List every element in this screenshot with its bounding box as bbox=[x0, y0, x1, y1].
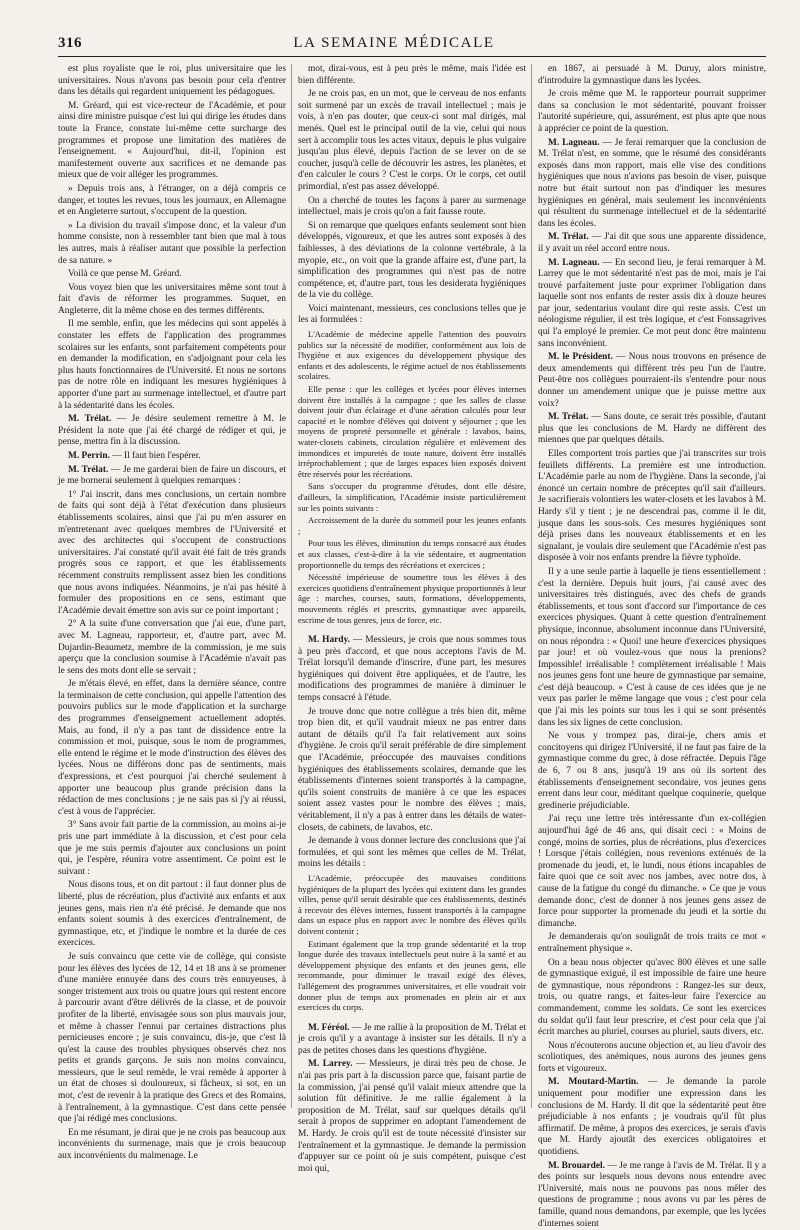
body-paragraph bbox=[298, 304, 526, 327]
text-column-left bbox=[58, 64, 286, 1162]
paragraph-text: en 1867, ai persuadé à M. Duruy, alors ministre, d'introduire la gymnastique dans les lycées. bbox=[538, 64, 766, 86]
speaker-name: M. Brouardel. bbox=[548, 1160, 605, 1171]
paragraph-text: J'ai reçu une lettre très intéressante d'un ex-collégien aujourd'hui âgé de 46 ans, qui disait ceci : « Moins de congé, moins de sorties, plus de récréations, plus d'exercices ! Lorsque j'étais collégien, nous revenions exténués de la promenade du jeudi, et, le lundi, nous étions incapables de faire quoi que ce soit avec nos jambes, avec notre dos, à cause de la fatigue du congé du dimanche. » Ce que je vous demande donc, c'est de donner à nos jeunes gens assez de force pour supporter la promenade du jeudi et la sortie du dimanche. bbox=[538, 814, 766, 929]
body-paragraph bbox=[58, 619, 286, 677]
paragraph-text: Il y a une seule partie à laquelle je tiens essentiellement : c'est la dernière. Depuis huit jours, j'ai causé avec des universitaires très distingués, avec des chefs de grands établissements, et tous sont d'accord sur l'importance de ces exercices physiques. Quant à cette question d'entraînement physique, inconnue, absolument inconnue dans l'Université, on nous répondra : « Quoi! une heure d'exercices physiques par jour! et où voulez-vous que nous la prenions? Impossible! irréalisable ! complètement irréalisable ! Mais nos jeunes gens font une heure de gymnastique par semaine, c'est déjà beaucoup. » C'est à cause de ces idées que je ne veux pas parler le même langage que vous ; c'est pour cela que j'ai mis les points sur tous les i qui se sont présentés dans les six lignes de cette conclusion. bbox=[538, 566, 766, 728]
journal-title: LA SEMAINE MÉDICALE bbox=[293, 35, 495, 51]
body-paragraph bbox=[298, 635, 526, 705]
body-paragraph bbox=[538, 64, 766, 87]
body-paragraph bbox=[538, 814, 766, 930]
quoted-conclusion-paragraph bbox=[298, 538, 526, 570]
body-paragraph bbox=[58, 880, 286, 950]
body-paragraph bbox=[538, 89, 766, 135]
paragraph-text: » Depuis trois ans, à l'étranger, on a déjà compris ce danger, et toutes les revues, tous les journaux, en Allemagne et en Angleterre surtout, s'occupent de la question. bbox=[58, 183, 286, 218]
body-paragraph bbox=[58, 451, 286, 463]
paragraph-text: — Je me garderai bien de faire un discours, et je me bornerai seulement à quelques remarques : bbox=[58, 464, 286, 487]
paragraph-text: En me résumant, je dirai que je ne crois pas beaucoup aux inconvénients du surmenage, mais que je crois beaucoup aux inconvénients du malmenage. Le bbox=[58, 1127, 286, 1162]
body-paragraph bbox=[58, 221, 286, 267]
paragraph-text: — Je désire seulement remettre à M. le Président la note que j'ai été chargé de rédiger et qui, je pense, mettra fin à la discussion. bbox=[58, 414, 286, 448]
paragraph-text: Accroissement de la durée du sommeil pour les jeunes enfants ; bbox=[298, 515, 526, 536]
paragraph-text: — Messieurs, je dirai très peu de chose. Je n'ai pas pris part à la discussion parce que, faisant partie de la commission, j'ai pensé qu'il valait mieux attendre que la solution fût définitive. Je me rallie également à la proposition de M. Trélat, sauf sur quelques détails qu'il serait à propos de supprimer en adoptant l'amendement de M. Hardy. Je crois qu'il est de toute nécessité d'insister sur l'entraînement et la gymnastique. Je demande la permission d'appuyer sur ce point où je suis compétent, puisque c'est moi qui, bbox=[298, 1059, 526, 1174]
paragraph-text: Voilà ce que pense M. Gréard. bbox=[68, 269, 182, 280]
paragraph-text: mot, dirai-vous, est à peu près le même, mais l'idée est bien différente. bbox=[298, 64, 526, 86]
body-paragraph bbox=[538, 449, 766, 565]
section-spacer bbox=[298, 627, 526, 635]
speaker-name: M. Lagneau. bbox=[548, 257, 600, 268]
speaker-name: M. Perrin. bbox=[68, 451, 110, 461]
text-column-middle bbox=[298, 64, 526, 1174]
paragraph-text: — Nous nous trouvons en présence de deux amendements qui diffèrent très peu l'un de l'autre. Peut-être nos collègues pourraient-ils s'entendre pour nous donner un amendement unique que je puisse mettre aux voix? bbox=[538, 352, 766, 409]
body-paragraph bbox=[58, 679, 286, 818]
paragraph-text: Si on remarque que quelques enfants seulement sont bien développés, vigoureux, et que les autres sont exposés à des faiblesses, à des déviations de la colonne vertébrale, à la myopie, etc., on voit que la grande affaire est, d'une part, la simplification des programmes qui n'est pas de notre compétence, et, d'autre part, tous les desiderata hygiéniques de la vie du collège. bbox=[298, 220, 526, 301]
page-number: 316 bbox=[58, 35, 82, 51]
body-paragraph bbox=[298, 1059, 526, 1175]
paragraph-text: — Sans doute, ce serait très possible, d'autant plus que les conclusions de M. Hardy ne diffèrent des miennes que par quelques détails. bbox=[538, 412, 766, 446]
paragraph-text: — Je me range à l'avis de M. Trélat. Il y a des points sur lesquels nous devons nous entendre avec l'Université, mais nous ne pouvons pas nous mêler des questions de programme ; nous avons vu par les pères de famille, quand nous demandons, par exemple, que les lycées d'internes soient bbox=[538, 1160, 766, 1229]
speaker-name: M. Lagneau. bbox=[548, 137, 600, 148]
paragraph-text: 3° Sans avoir fait partie de la commission, au moins ai-je pris une part immédiate à la discussion, et c'est pour cela que je me suis permis d'ajouter aux conclusions un point qui, je l'espère, réunira votre assentiment. Ce point est le suivant : bbox=[58, 820, 286, 877]
paragraph-text: Je demanderais qu'on soulignât de trois traits ce mot « entraînement physique ». bbox=[538, 932, 766, 954]
quoted-conclusion-paragraph bbox=[298, 572, 526, 625]
paragraph-text: On a beau nous objecter qu'avec 800 élèves et une salle de gymnastique exiguë, il est impossible de faire une heure de gymnastique, nous répondrons : Rangez-les sur deux, trois, ou quatre rangs, et faites-leur faire l'exercice au commandement, comme les soldats. Ce sont les exercices du soldat qu'il faut leur prescrire, et c'est pour cela que j'ai écrit marches au pluriel, courses au pluriel, sauts divers, etc. bbox=[538, 957, 766, 1038]
paragraph-text: L'Académie, préoccupée des mauvaises conditions hygiéniques de la plupart des lycées qui existent dans les grandes villes, pense qu'il serait désirable que ces établissements, destinés à recevoir des élèves internes, fussent transportés à la campagne dans un espace plus en rapport avec le nombre des élèves qu'ils doivent contenir ; bbox=[298, 872, 526, 936]
paragraph-text: Je m'étais élevé, en effet, dans la dernière séance, contre la terminaison de cette conclusion, qui appelle l'attention des pouvoirs publics sur le mode d'application et la surcharge des programmes d'enseignement actuellement adoptés. Mais, au fond, il n'y a pas tant de dissidence entre la commission et moi, puisque, sous le nom de programmes, elle entend le régime et le mode d'instruction des élèves des lycées. Nous ne différons donc pas de sentiments, mais d'expressions, et c'est pourquoi j'ai cherché seulement à apporter une beaucoup plus grande précision dans la rédaction de mes conclusions ; je ne sais pas si j'y ai réussi, c'est à vous de l'apprécier. bbox=[58, 679, 286, 817]
section-spacer bbox=[298, 1015, 526, 1023]
quoted-conclusion-paragraph bbox=[298, 329, 526, 382]
running-header bbox=[58, 22, 766, 57]
paragraph-text: Vous voyez bien que les universitaires même sont tout à fait d'avis de réformer les programmes. Suquet, en Angleterre, dit la même chose en des termes différents. bbox=[58, 282, 286, 316]
paragraph-text: Estimant également que la trop grande sédentarité et la trop longue durée des travaux intellectuels peut nuire à la santé et au développement physique des enfants et des jeunes gens, elle recommande, pour diminuer le travail exigé des élèves, l'allégement des programmes universitaires, et elle voudrait voir donner plus de temps aux promenades en plein air et aux exercices du corps. bbox=[298, 938, 526, 1013]
quoted-conclusion-paragraph bbox=[298, 873, 526, 937]
paragraph-text: — Messieurs, je crois que nous sommes tous à peu près d'accord, et que nous acceptons l'avis de M. Trélat lorsqu'il demande d'inscrire, d'une part, les mesures hygiéniques qui doivent être appliquées, et de l'autre, les modifications des programmes de manière à diminuer le temps consacré à l'étude. bbox=[298, 635, 526, 704]
paragraph-text: » La division du travail s'impose donc, et la valeur d'un homme consiste, non à ressembler tant bien que mal à tous les autres, mais à réaliser autant que possible la perfection de sa nature. » bbox=[58, 220, 286, 266]
body-paragraph bbox=[58, 952, 286, 1126]
quoted-conclusion-paragraph bbox=[298, 939, 526, 1013]
paragraph-text: Elles comportent trois parties que j'ai transcrites sur trois feuillets différents. La première est une introduction. L'Académie parle au nom de l'hygiène. Dans la seconde, j'ai énoncé un certain nombre de préceptes qu'il sait d'ailleurs. Je sacrifierais volontiers les water-closets et les lavabos à M. Hardy s'il y tient ; je ne descendrai pas, comme il le dit, jusque dans les sous-sols. Ces mesures hygiéniques sont déjà prises dans les nouveaux établissements et en les signalant, je voulais dire seulement que l'Académie n'est pas disposée à voir nos enfants prendre la fièvre typhoïde. bbox=[538, 449, 766, 564]
body-paragraph bbox=[58, 1128, 286, 1163]
quoted-conclusion-paragraph bbox=[298, 515, 526, 536]
body-paragraph bbox=[298, 707, 526, 835]
paragraph-text: 1° J'ai inscrit, dans mes conclusions, un certain nombre de faits qui sont déjà à l'état d'exécution dans plusieurs établissements scolaires, ainsi que j'ai pu m'en assurer en m'entretenant avec quelques membres de l'Université et avec des architectes qui s'occupent de constructions universitaires. J'ai constaté qu'il avait été fait de très grands progrès sous ce rapport, et que les établissements récemment construits remplissent assez bien les conditions que nous avons indiquées. Néanmoins, je n'ai pas hésité à formuler des propositions en ce sens, estimant que l'Académie devait émettre son avis sur ce point important ; bbox=[58, 489, 286, 616]
paragraph-text: Nous disons tous, et on dit partout : il faut donner plus de liberté, plus de récréation, plus d'activité aux enfants et aux jeunes gens, mais rien n'a été précisé. Je demande que nos enfants soient soumis à des exercices d'entraînement, de gymnastique, etc, et j'indique le nombre et la durée de ces exercices. bbox=[58, 880, 286, 949]
paragraph-text: — Il faut bien l'espérer. bbox=[109, 451, 201, 461]
body-paragraph bbox=[538, 1041, 766, 1076]
paragraph-text: Nécessité impérieuse de soumettre tous les élèves à des exercices quotidiens d'entraînement physique proportionnés à leur âge : marches, courses, sauts, formations, développements, mouvements réglés et prescrits, gymnastique avec appareils, escrime de tous genres, jeux de force, etc. bbox=[298, 572, 526, 625]
body-paragraph bbox=[538, 1077, 766, 1158]
body-paragraph bbox=[538, 567, 766, 729]
speaker-name: M. Larrey. bbox=[308, 1059, 353, 1070]
paragraph-text: — Je me rallie à la proposition de M. Trélat et je crois qu'il y a avantage à insister sur les détails. Il n'y a pas de petites choses dans les questions d'hygiène. bbox=[298, 1022, 526, 1056]
body-paragraph bbox=[538, 731, 766, 812]
paragraph-text: Ne vous y trompez pas, dirai-je, chers amis et concitoyens qui dirigez l'Université, il ne faut pas faire de la gymnastique comme du grec, à dose réfractée. Depuis l'âge de 6, 7 ou 8 ans, jusqu'à 19 ans où ils sortent des établissements d'enseignement secondaire, vos jeunes gens errent dans leur cour, méditant quelque coquinerie, quelque gredinerie préjudiciable. bbox=[538, 731, 766, 811]
paragraph-text: — J'ai dit que sous une apparente dissidence, il y avait un réel accord entre nous. bbox=[538, 232, 766, 254]
body-paragraph bbox=[538, 412, 766, 447]
body-paragraph bbox=[298, 196, 526, 219]
paragraph-text: Je trouve donc que notre collègue a très bien dit, même trop bien dit, et qu'il vaudrait mieux ne pas entrer dans autant de détails qu'il l'a fait relativement aux soins d'hygiène. Je crois qu'il serait préférable de dire simplement que l'Académie, préoccupée des mauvaises conditions hygiéniques des établissements scolaires, demande que les établissements d'internes soient transportés à la campagne, qu'ils soient construits de manière à ce que les espaces soient assez vastes pour le nombre des élèves ; mais, véritablement, il n'y a pas à entrer dans les détails de water-closets, de cabinets, de lavabos, etc. bbox=[298, 706, 526, 833]
body-paragraph bbox=[58, 269, 286, 281]
speaker-name: M. Trélat. bbox=[548, 232, 589, 243]
body-paragraph bbox=[58, 184, 286, 219]
paragraph-text: M. Gréard, qui est vice-recteur de l'Académie, et pour ainsi dire ministre puisque c'est lui qui dirige les études dans toute la France, constate lui-même cette surcharge des programmes et propose une limitation des matières de l'enseignement. « Aujourd'hui, dit-il, l'opinion est manifestement ouverte aux sacrifices et ne demande pas mieux que de voir alléger les programmes. bbox=[58, 100, 286, 181]
body-paragraph bbox=[58, 283, 286, 318]
body-paragraph bbox=[298, 64, 526, 87]
body-paragraph bbox=[58, 414, 286, 449]
body-paragraph bbox=[58, 465, 286, 488]
paragraph-text: L'Académie de médecine appelle l'attention des pouvoirs publics sur la nécessité de modifier, conformément aux lois de l'hygiène et aux exigences du développement physique des enfants et des adolescents, le régime actuel de nos établissements scolaires. bbox=[298, 329, 526, 382]
paragraph-text: On a cherché de toutes les façons à parer au surmenage intellectuel, mais je crois qu'on a fait fausse route. bbox=[298, 195, 526, 218]
speaker-name: M. Trélat. bbox=[548, 412, 589, 423]
paragraph-text: Nous n'écouterons aucune objection et, au lieu d'avoir des scoliotiques, des anémiques, nous aurons des jeunes gens forts et vigoureux. bbox=[538, 1040, 766, 1074]
body-paragraph bbox=[58, 490, 286, 618]
paragraph-text: Sans s'occuper du programme d'études, dont elle désire, d'ailleurs, la simplification, l'Académie insiste particulièrement sur les points suivants : bbox=[298, 481, 526, 513]
speaker-name: M. Trélat. bbox=[68, 414, 112, 425]
speaker-name: M. le Président. bbox=[548, 352, 613, 363]
paragraph-text: Je suis convaincu que cette vie de collège, qui consiste pour les élèves des lycées de 12, 14 et 18 ans à se promener d'une manière ennuyée dans des cours très ennuyeuses, à songer tristement aux trois ou quatre jours qui restent encore à parcourir avant d'être délivrés de la classe, et de pouvoir profiter de la liberté, envisagée sous son plus mauvais jour, et même à chasser l'ennui par certaines distractions plus pernicieuses encore ; je suis convaincu, dis-je, que c'est là qu'est la cause des troubles physiques observés chez nos petits et grands garçons. Je suis non moins convaincu, messieurs, que le seul remède, le vrai remède à apporter à un état de choses si douloureux, si fâcheux, si sot, en un mot, c'est de revenir à la pratique des Grecs et des Romains, à l'entraînement, à la gymnastique. C'est dans cette pensée que j'ai rédigé mes conclusions. bbox=[58, 951, 286, 1125]
body-paragraph bbox=[538, 258, 766, 351]
body-paragraph bbox=[58, 64, 286, 99]
paragraph-text: est plus royaliste que le roi, plus universitaire que les universitaires. Nous n'avons pas besoin pour cela d'entrer dans les détails qui regardent uniquement les pédagogues. bbox=[58, 64, 286, 98]
paragraph-text: 2° A la suite d'une conversation que j'ai eue, d'une part, avec M. Lagneau, rapporteur, et, d'autre part, avec M. Dujardin-Beaumetz, membre de la commission, je me suis aperçu que la conclusion soumise à l'Académie n'avait pas le sens des mots dont elle se servait ; bbox=[58, 619, 286, 676]
body-paragraph bbox=[538, 232, 766, 255]
text-column-right bbox=[538, 64, 767, 1229]
body-paragraph bbox=[538, 352, 766, 410]
body-paragraph bbox=[538, 138, 766, 231]
body-paragraph bbox=[58, 820, 286, 878]
body-paragraph bbox=[58, 319, 286, 412]
paragraph-text: — En second lieu, je ferai remarquer à M. Larrey que le mot sédentarité n'est pas de moi, mais je l'ai trouvé parfaitement juste pour exprimer l'obligation dans laquelle sont nos enfants de rester assis dix à douze heures par jour, sedentarius voulant dire qui reste assis. C'est un néologisme régulier, il est très logique, et c'est Fonssagrives qui l'a employé le premier. Ce mot peut donc être maintenu sans inconvénient. bbox=[538, 257, 766, 349]
paragraph-text: Elle pense : que les collèges et lycées pour élèves internes doivent être installés à la campagne ; que les salles de classe doivent jouir d'un éclairage et d'une aération calculés pour leur capacité et le nombre d'élèves qui doivent y séjourner ; que les moyens de propreté personnelle et générale : lavabos, bains, water-closets cabinets, circulation régulière et enlèvement des immondices et impuretés de toute nature, doivent être installés irréprochablement ; que de larges espaces bien exposés doivent être réservés pour les récréations. bbox=[298, 384, 526, 479]
body-paragraph bbox=[58, 101, 286, 182]
paragraph-text: Il me semble, enfin, que les médecins qui sont appelés à constater les effets de l'application des programmes scolaires sur les enfants, sont parfaitement compétents pour en demander la modification, en s'adjoignant pour cela les plus hauts fonctionnaires de l'Université. Et nous ne sortons pas de notre rôle en indiquant les mesures hygiéniques à apporter d'une part au surmenage intellectuel, et d'autre part à la sédentarité dans les écoles. bbox=[58, 319, 286, 411]
body-paragraph bbox=[538, 932, 766, 955]
body-paragraph bbox=[298, 89, 526, 193]
speaker-name: M. Féréol. bbox=[308, 1022, 350, 1033]
paragraph-text: Je crois même que M. le rapporteur pourrait supprimer dans sa conclusion le mot sédentarité, pouvant froisser l'autorité supérieure, qui, assurément, est plus apte que nous à apprécier ce point de la question. bbox=[538, 89, 766, 134]
paragraph-text: — Je ferai remarquer que la conclusion de M. Trélat n'est, en somme, que le résumé des considérants exposés dans mon rapport, mais elle vise des conditions hygiéniques que nous n'avions pas besoin de viser, puisque notre but était surtout non pas d'indiquer les mesures hygiéniques en général, mais seulement les inconvénients qui résultent du surmenage intellectuel et de la sédentarité dans les écoles. bbox=[538, 137, 766, 229]
paragraph-text: Je demande à vous donner lecture des conclusions que j'ai formulées, et qui sont les mêmes que celles de M. Trélat, moins les détails : bbox=[298, 836, 526, 870]
body-paragraph bbox=[538, 958, 766, 1039]
body-paragraph bbox=[298, 1023, 526, 1058]
paragraph-text: — Je demande la parole uniquement pour modifier une expression dans les conclusions de M. Hardy. Il dit que la sédentarité peut être préjudiciable à nos enfants ; je voudrais qu'il fût plus affirmatif. De même, à propos des exercices, je serais d'avis que M. Hardy ajoutât des exercices obligatoires et quotidiens. bbox=[538, 1077, 767, 1158]
speaker-name: M. Hardy. bbox=[308, 635, 351, 646]
speaker-name: M. Trélat. bbox=[68, 464, 109, 475]
speaker-name: M. Moutard-Martin. bbox=[548, 1077, 639, 1088]
paragraph-text: Voici maintenant, messieurs, ces conclusions telles que je les ai formulées : bbox=[298, 303, 526, 326]
body-paragraph bbox=[298, 221, 526, 302]
quoted-conclusion-paragraph bbox=[298, 384, 526, 479]
paragraph-text: Je ne crois pas, en un mot, que le cerveau de nos enfants soit surmené par un excès de travail intellectuel ; mais je vois, à n'en pas douter, que ceux-ci sont mal dirigés, mal menés. Quel est le principal outil de la vie, celui qui nous sert à accomplir tous les actes vitaux, depuis le plus vulgaire jusqu'au plus élevé, depuis l'action de se lever on de se coucher, jusqu'à celle de découvrir les astres, les planètes, et d'en calculer le cours ? C'est le corps. Or le corps, cet outil primordial, n'est pas assez développé. bbox=[298, 89, 526, 192]
article-body bbox=[58, 64, 767, 1229]
quoted-conclusion-paragraph bbox=[298, 481, 526, 513]
paragraph-text: Pour tous les élèves, diminution du temps consacré aux études et aux classes, c'est-à-dire à la vie sédentaire, et augmentation proportionnelle du temps des récréations et exercices ; bbox=[298, 538, 526, 570]
body-paragraph bbox=[538, 1161, 766, 1230]
body-paragraph bbox=[298, 836, 526, 871]
